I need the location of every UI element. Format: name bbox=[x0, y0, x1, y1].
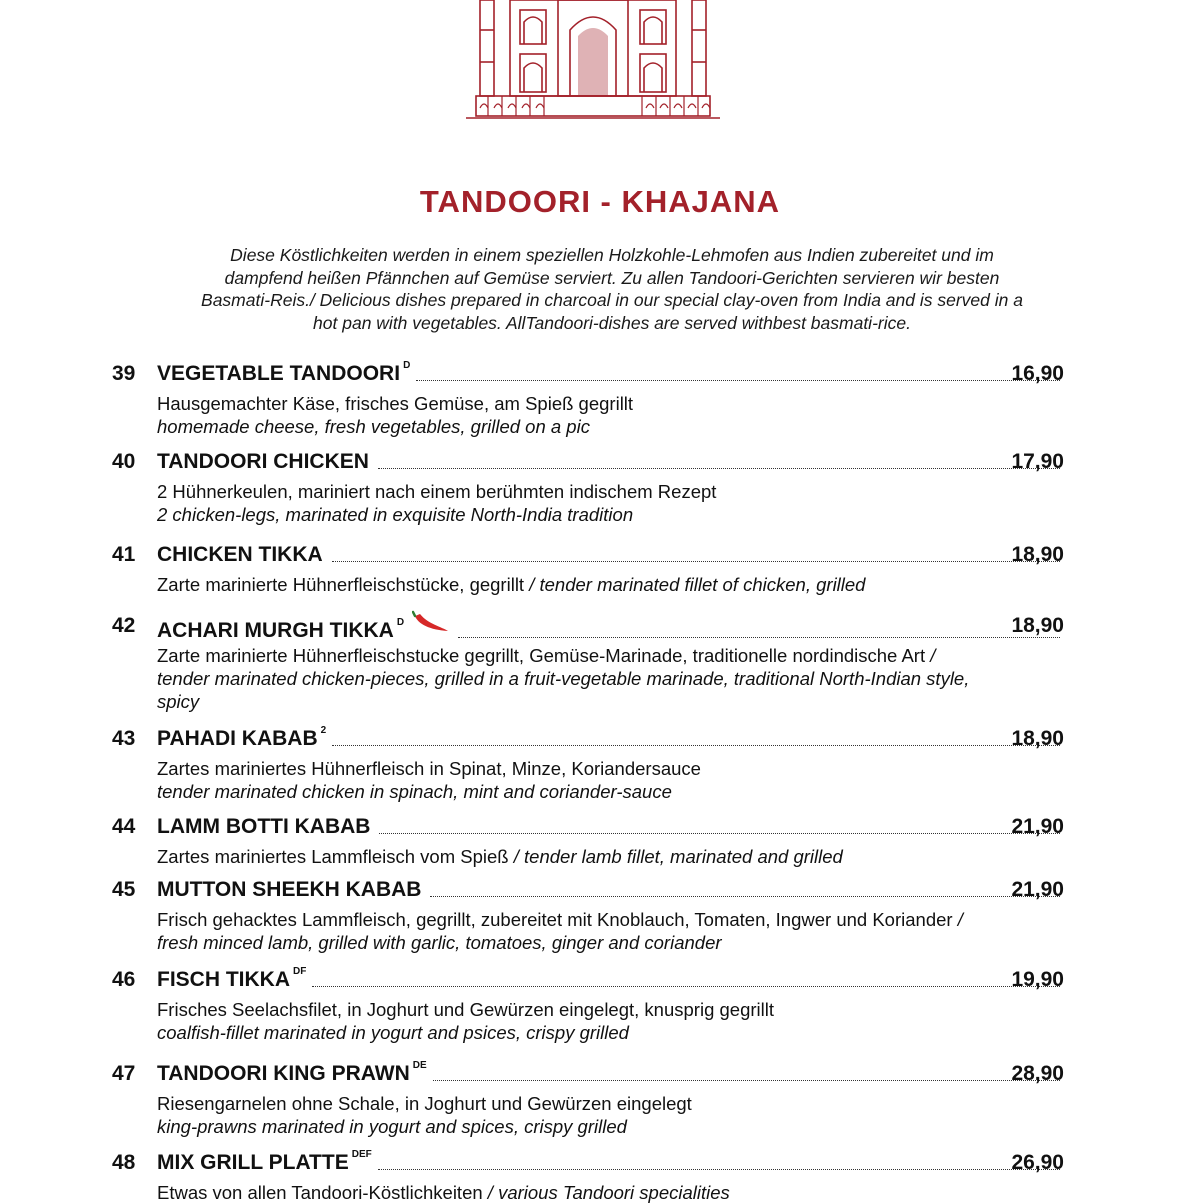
dot-leader bbox=[430, 896, 1060, 897]
item-price: 17,90 bbox=[1011, 450, 1064, 473]
allergen-code: 2 bbox=[320, 725, 327, 736]
item-name: MUTTON SHEEKH KABAB bbox=[157, 878, 422, 901]
item-number: 45 bbox=[112, 878, 136, 901]
item-price: 21,90 bbox=[1011, 878, 1064, 901]
taj-mahal-icon bbox=[466, 0, 720, 122]
item-price: 28,90 bbox=[1011, 1062, 1064, 1085]
item-name: MIX GRILL PLATTE $^{DEF}$ bbox=[157, 1149, 372, 1174]
item-price: 18,90 bbox=[1011, 614, 1064, 637]
menu-item bbox=[0, 815, 1200, 868]
menu-item bbox=[0, 727, 1200, 803]
item-number: 47 bbox=[112, 1062, 136, 1085]
item-description: Hausgemachter Käse, frisches Gemüse, am Spieß gegrillt homemade cheese, fresh vegetables, grilled on a pic bbox=[157, 393, 634, 437]
item-description: Etwas von allen Tandoori-Köstlichkeiten / various Tandoori specialities bbox=[157, 1182, 730, 1203]
dot-leader bbox=[332, 745, 1060, 746]
item-name: VEGETABLE TANDOORI $^D$ bbox=[157, 360, 411, 385]
item-price: 19,90 bbox=[1011, 968, 1064, 991]
menu-item bbox=[0, 543, 1200, 596]
item-name: TANDOORI KING PRAWN $^{DE}$ bbox=[157, 1060, 427, 1085]
menu-item bbox=[0, 968, 1200, 1044]
item-number: 40 bbox=[112, 450, 136, 473]
menu-item bbox=[0, 1151, 1200, 1204]
item-description: Frisches Seelachsfilet, in Joghurt und Gewürzen eingelegt, knusprig gegrillt coalfish-fillet marinated in yogurt and psices, crispy grilled bbox=[157, 999, 774, 1043]
item-description: Zarte marinierte Hühnerfleischstücke, gegrillt / tender marinated fillet of chicken, grilled bbox=[157, 574, 866, 595]
item-description: 2 Hühnerkeulen, mariniert nach einem berühmten indischem Rezept 2 chicken-legs, marinated in exquisite North-India tradition bbox=[157, 481, 717, 525]
item-number: 43 bbox=[112, 727, 136, 750]
dot-leader bbox=[379, 833, 1060, 834]
item-name: TANDOORI CHICKEN bbox=[157, 450, 369, 473]
page-title: TANDOORI - KHAJANA bbox=[419, 184, 781, 219]
item-number: 46 bbox=[112, 968, 136, 991]
allergen-code: DEF bbox=[351, 1149, 372, 1160]
item-price: 26,90 bbox=[1011, 1151, 1064, 1174]
menu-item bbox=[0, 450, 1200, 526]
item-price: 18,90 bbox=[1011, 543, 1064, 566]
dot-leader bbox=[458, 637, 1060, 638]
item-name: CHICKEN TIKKA bbox=[157, 543, 323, 566]
allergen-code: DE bbox=[412, 1060, 427, 1071]
item-name: ACHARI MURGH TIKKA $^D$ bbox=[157, 617, 405, 642]
item-number: 48 bbox=[112, 1151, 136, 1174]
item-price: 18,90 bbox=[1011, 727, 1064, 750]
dot-leader bbox=[332, 561, 1060, 562]
item-description: Riesengarnelen ohne Schale, in Joghurt und Gewürzen eingelegt king-prawns marinated in yogurt and spices, crispy grilled bbox=[157, 1093, 692, 1137]
intro-text: Diese Köstlichkeiten werden in einem speziellen Holzkohle-Lehmofen aus Indien zubereitet und im dampfend heißen Pfännchen auf Gemüse serviert. Zu allen Tandoori-Gerichten servieren wir besten Basmati-Reis./ Delicious dishes prepared in charcoal in our special clay-oven from India and is served in a hot pan with vegetables. AllTandoori-dishes are served withbest basmati-rice. bbox=[201, 245, 1023, 333]
menu-item bbox=[0, 614, 1200, 713]
item-description: Zartes mariniertes Hühnerfleisch in Spinat, Minze, Koriandersauce tender marinated chicken in spinach, mint and coriander-sauce bbox=[157, 758, 701, 802]
item-price: 21,90 bbox=[1011, 815, 1064, 838]
allergen-code: D bbox=[403, 360, 411, 371]
menu-item bbox=[0, 878, 1200, 954]
item-number: 39 bbox=[112, 362, 136, 385]
dot-leader bbox=[312, 986, 1060, 987]
item-number: 41 bbox=[112, 543, 136, 566]
item-description: Zarte marinierte Hühnerfleischstucke gegrillt, Gemüse-Marinade, traditionelle nordindische Art / tender marinated chicken-pieces, grilled in a fruit-vegetable marinade, traditional North-Indian style, spicy bbox=[157, 645, 970, 712]
item-description: Zartes mariniertes Lammfleisch vom Spieß / tender lamb fillet, marinated and grilled bbox=[157, 846, 843, 867]
allergen-code: DF bbox=[293, 966, 307, 977]
allergen-code: D bbox=[396, 617, 405, 628]
dot-leader bbox=[378, 1169, 1060, 1170]
menu-item bbox=[0, 362, 1200, 438]
menu-item bbox=[0, 1062, 1200, 1138]
item-description: Frisch gehacktes Lammfleisch, gegrillt, zubereitet mit Knoblauch, Tomaten, Ingwer und Koriander / fresh minced lamb, grilled with garlic, tomatoes, ginger and coriander bbox=[157, 909, 963, 953]
item-price: 16,90 bbox=[1011, 362, 1064, 385]
item-name: FISCH TIKKA $^{DF}$ bbox=[157, 966, 307, 991]
dot-leader bbox=[433, 1080, 1060, 1081]
item-number: 42 bbox=[112, 614, 136, 637]
item-number: 44 bbox=[112, 815, 136, 838]
item-name: LAMM BOTTI KABAB bbox=[157, 815, 371, 838]
chili-icon bbox=[412, 610, 452, 639]
dot-leader bbox=[416, 380, 1060, 381]
item-name: PAHADI KABAB $^2$ bbox=[157, 725, 327, 750]
dot-leader bbox=[378, 468, 1060, 469]
